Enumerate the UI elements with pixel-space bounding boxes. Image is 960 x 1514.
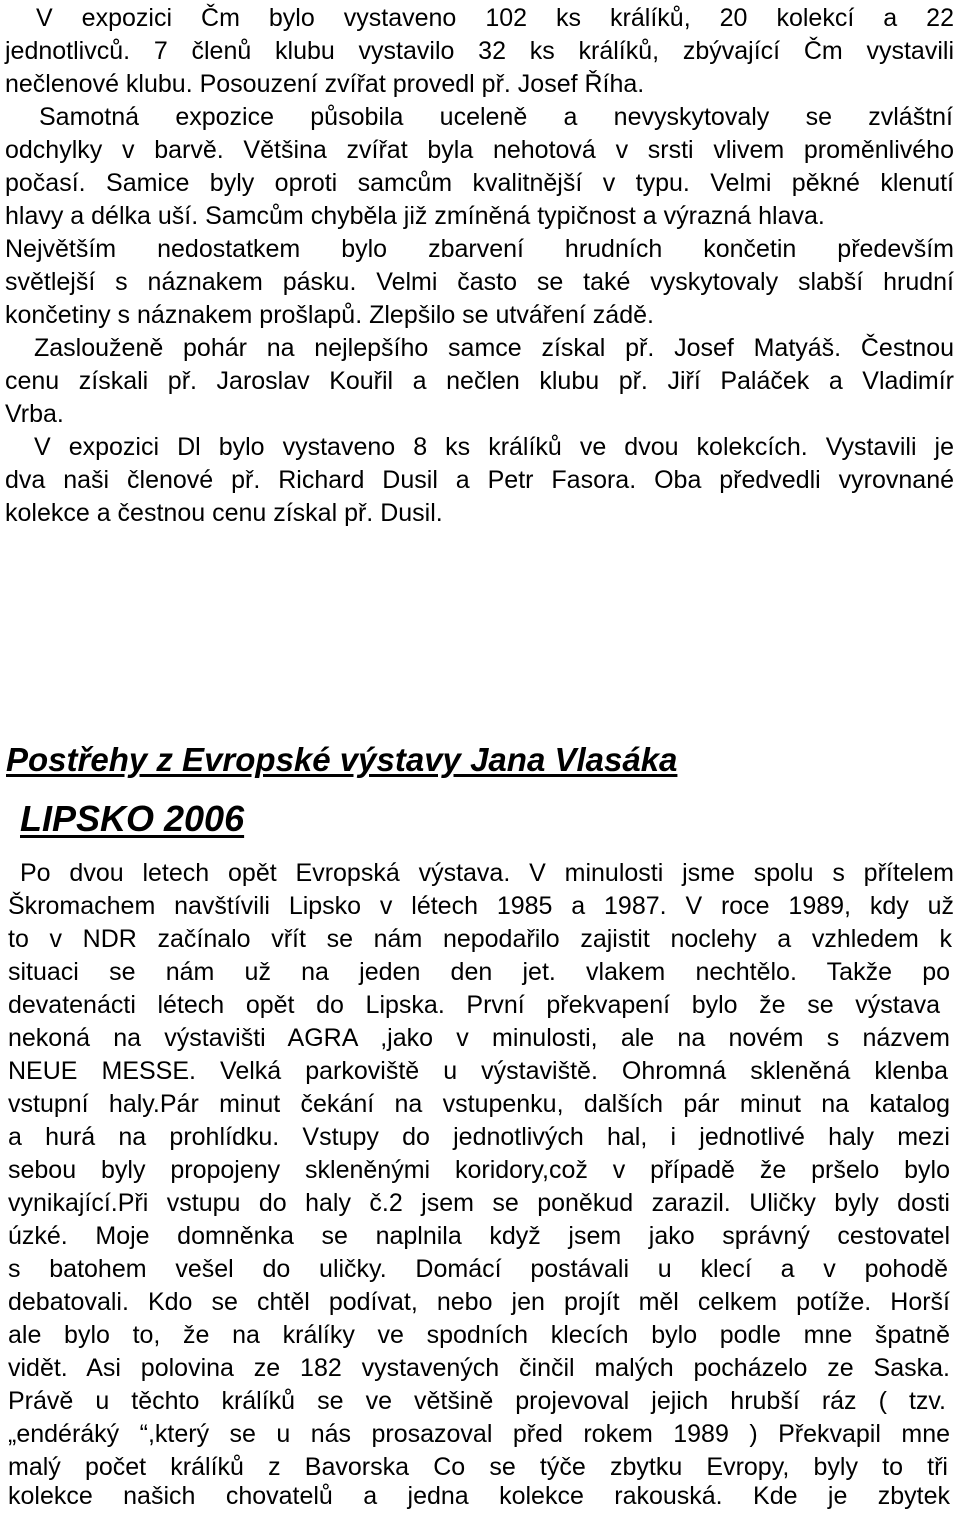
- paragraph-line: sebou byly propojeny skleněnými koridory,což v případě že pršelo bylo: [8, 1156, 950, 1184]
- paragraph-line: Samotná expozice působila uceleně a nevyskytovaly se zvláštní: [39, 103, 953, 131]
- paragraph-line: Zaslouženě pohár na nejlepšího samce získal př. Josef Matyáš. Čestnou: [34, 334, 954, 362]
- paragraph-line: Vrba.: [5, 400, 64, 428]
- paragraph-line: kolekce našich chovatelů a jedna kolekce rakouská. Kde je zbytek: [8, 1482, 950, 1510]
- paragraph-line: dva naši členové př. Richard Dusil a Petr Fasora. Oba předvedli vyrovnané: [5, 466, 954, 494]
- paragraph-line: světlejší s náznakem pásku. Velmi často se také vyskytovaly slabší hrudní: [5, 268, 954, 296]
- paragraph-line: NEUE MESSE. Velká parkoviště u výstaviště. Ohromná skleněná klenba: [8, 1057, 948, 1085]
- paragraph-line: končetiny s náznakem prošlapů. Zlepšilo se utváření zádě.: [5, 301, 654, 329]
- paragraph-line: hlavy a délka uší. Samcům chyběla již zmíněná typičnost a výrazná hlava.: [5, 202, 825, 230]
- paragraph-line: devatenácti létech opět do Lipska. První překvapení bylo že se výstava: [8, 991, 940, 1019]
- paragraph-line: nekoná na výstavišti AGRA ,jako v minulosti, ale na novém s názvem: [8, 1024, 950, 1052]
- paragraph-line: Škromachem navštívili Lipsko v létech 1985 a 1987. V roce 1989, kdy už: [8, 892, 954, 920]
- paragraph-line: cenu získali př. Jaroslav Kouřil a nečlen klubu př. Jiří Paláček a Vladimír: [5, 367, 954, 395]
- paragraph-line: počasí. Samice byly oproti samcům kvalitnější v typu. Velmi pěkné klenutí: [5, 169, 954, 197]
- paragraph-line: s batohem vešel do uličky. Domácí postávali u klecí a v pohodě: [8, 1255, 948, 1283]
- paragraph-line: „endéráký “,který se u nás prosazoval před rokem 1989 ) Překvapil mne: [8, 1420, 950, 1448]
- paragraph-line: nečlenové klubu. Posouzení zvířat provedl př. Josef Říha.: [5, 70, 645, 98]
- paragraph-line: debatovali. Kdo se chtěl podívat, nebo jen projít měl celkem potíže. Horší: [8, 1288, 950, 1316]
- paragraph-line: vstupní haly.Pár minut čekání na vstupenku, dalších pár minut na katalog: [8, 1090, 950, 1118]
- paragraph-line: situaci se nám už na jeden den jet. vlakem nechtělo. Takže po: [8, 958, 950, 986]
- paragraph-line: jednotlivců. 7 členů klubu vystavilo 32 ks králíků, zbývající Čm vystavili: [5, 37, 954, 65]
- paragraph-line: malý počet králíků z Bavorska Co se týče zbytku Evropy, byly to tři: [8, 1453, 948, 1481]
- paragraph-line: V expozici Čm bylo vystaveno 102 ks králíků, 20 kolekcí a 22: [36, 4, 954, 32]
- paragraph-line: ale bylo to, že na králíky ve spodních klecích bylo podle mne špatně: [8, 1321, 950, 1349]
- paragraph-line: V expozici Dl bylo vystaveno 8 ks králíků ve dvou kolekcích. Vystavili je: [34, 433, 954, 461]
- article-title: Postřehy z Evropské výstavy Jana Vlasáka: [6, 741, 678, 778]
- paragraph-line: odchylky v barvě. Většina zvířat byla nehotová v srsti vlivem proměnlivého: [5, 136, 954, 164]
- paragraph-line: Po dvou letech opět Evropská výstava. V minulosti jsme spolu s přítelem: [20, 859, 954, 887]
- paragraph-line: vidět. Asi polovina ze 182 vystavených činčil malých pocházelo ze Saska.: [8, 1354, 950, 1382]
- paragraph-line: Právě u těchto králíků se ve většině projevoval jejich hrubší ráz ( tzv.: [8, 1387, 946, 1415]
- paragraph-line: kolekce a čestnou cenu získal př. Dusil.: [5, 499, 443, 527]
- paragraph-line: to v NDR začínalo vřít se nám nepodařilo zajistit noclehy a vzhledem k: [8, 925, 952, 953]
- article-subtitle: LIPSKO 2006: [20, 798, 245, 839]
- paragraph-line: Největším nedostatkem bylo zbarvení hrudních končetin především: [5, 235, 954, 263]
- paragraph-line: úzké. Moje domněnka se naplnila když jsem jako správný cestovatel: [8, 1222, 950, 1250]
- paragraph-line: a hurá na prohlídku. Vstupy do jednotlivých hal, i jednotlivé haly mezi: [8, 1123, 950, 1151]
- paragraph-line: vynikající.Při vstupu do haly č.2 jsem se poněkud zarazil. Uličky byly dosti: [8, 1189, 950, 1217]
